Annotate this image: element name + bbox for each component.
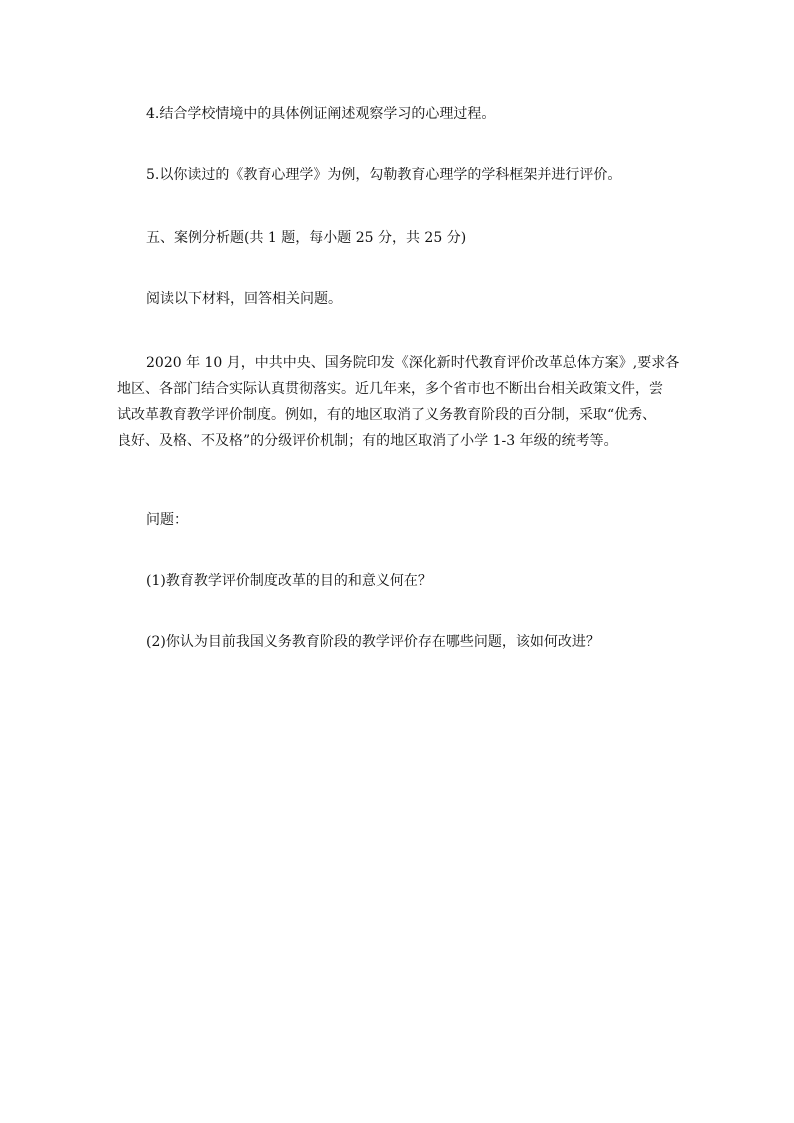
material-line: 地区、各部门结合实际认真贯彻落实。近几年来，多个省市也不断出台相关政策文件，尝 [117,381,663,397]
material-line: 试改革教育教学评价制度。例如，有的地区取消了义务教育阶段的百分制，采取“优秀、 [117,407,657,423]
essay-question-5: 5.以你读过的《教育心理学》为例，勾勒教育心理学的学科框架并进行评价。 [146,167,622,183]
section-5-heading: 五、案例分析题(共 1 题，每小题 25 分，共 25 分) [146,230,467,246]
sub-question-2: (2)你认为目前我国义务教育阶段的教学评价存在哪些问题，该如何改进？ [146,634,600,650]
essay-question-4: 4.结合学校情境中的具体例证阐述观察学习的心理过程。 [146,106,496,122]
material-line: 2020 年 10 月，中共中央、国务院印发《深化新时代教育评价改革总体方案》,要求各 [146,355,680,371]
material-line: 良好、及格、不及格”的分级评价机制；有的地区取消了小学 1-3 年级的统考等。 [117,433,618,449]
case-material [117,350,689,454]
case-instruction: 阅读以下材料，回答相关问题。 [146,291,342,307]
questions-label: 问题： [146,512,188,528]
sub-question-1: (1)教育教学评价制度改革的目的和意义何在？ [146,573,432,589]
